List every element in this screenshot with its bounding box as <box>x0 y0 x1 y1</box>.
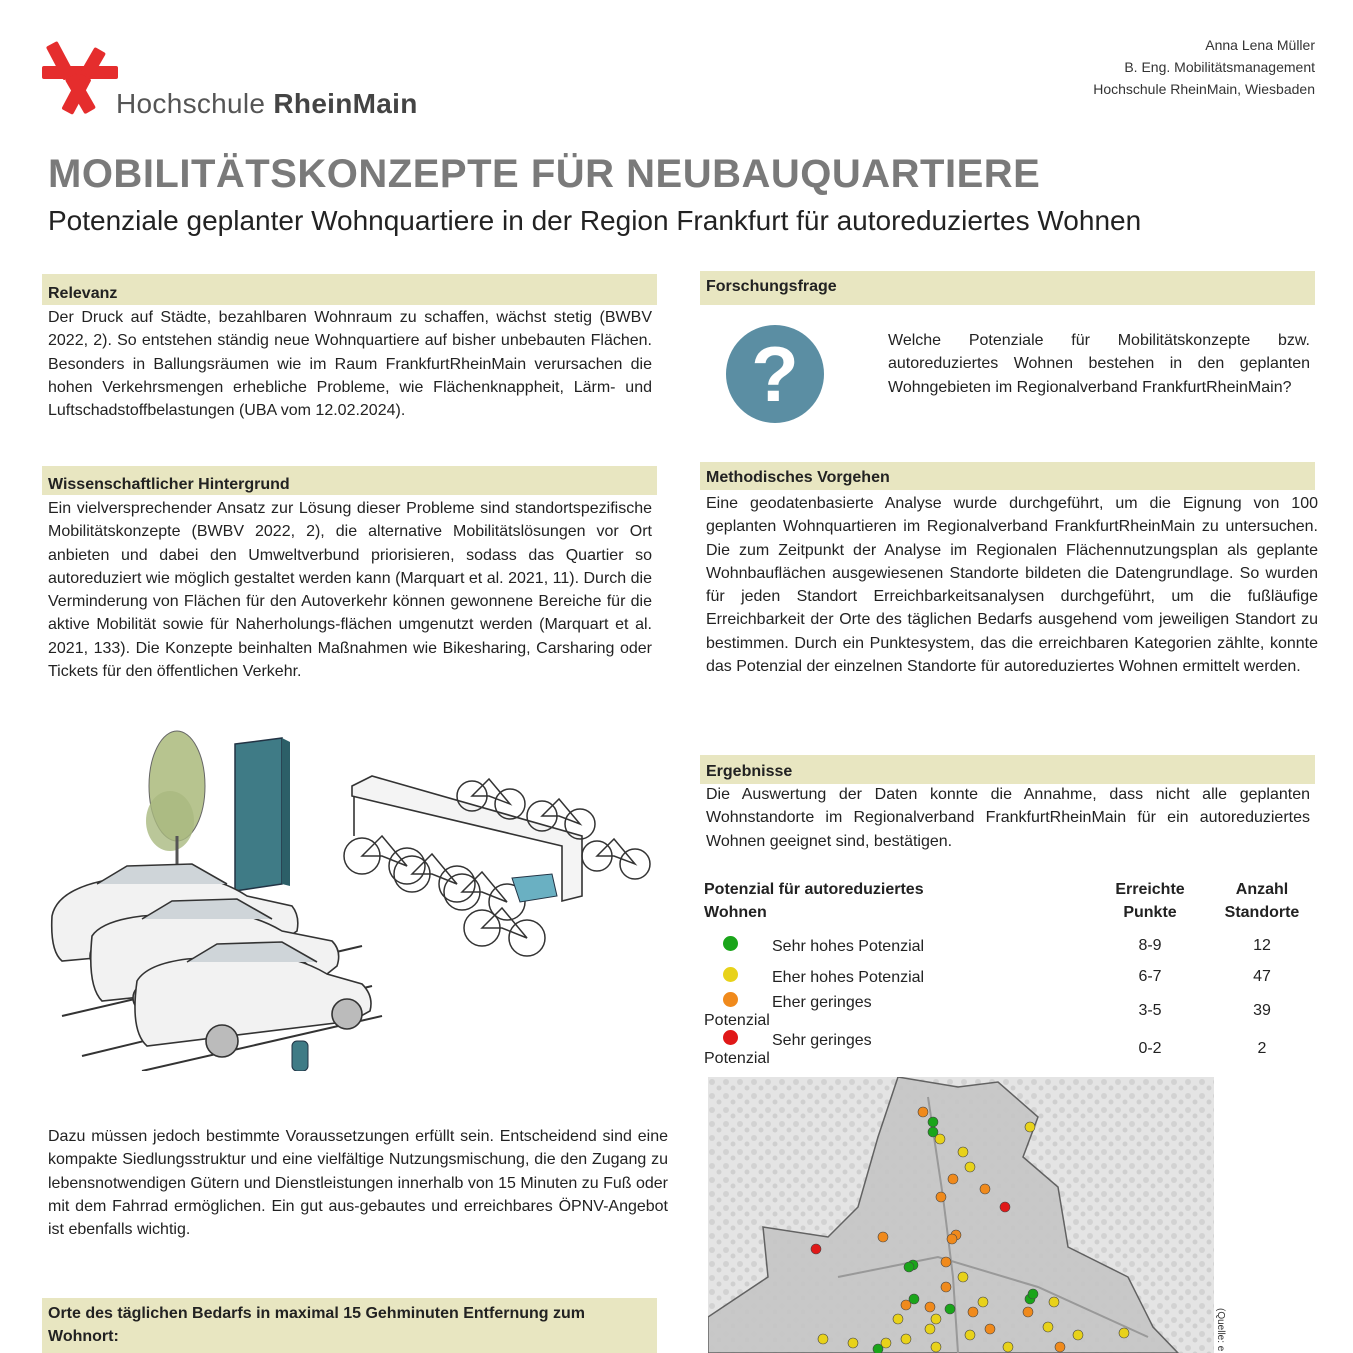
table-row: Eher hohes Potenzial 6-7 47 <box>704 961 1312 992</box>
map-location-dot <box>893 1314 903 1324</box>
map-location-dot <box>873 1344 883 1353</box>
map-location-dot <box>931 1342 941 1352</box>
col-header-anzahl: Anzahl Standorte <box>1224 881 1300 921</box>
map-location-dot <box>901 1300 911 1310</box>
map-location-dot <box>848 1338 858 1348</box>
map-location-dot <box>958 1147 968 1157</box>
logo-wordmark: Hochschule RheinMain <box>116 88 418 119</box>
map-location-dot <box>978 1297 988 1307</box>
map-location-dot <box>1049 1297 1059 1307</box>
map-location-dot <box>945 1304 955 1314</box>
table-row: Sehr hohes Potenzial 8-9 12 <box>704 930 1312 961</box>
relevanz-text: Der Druck auf Städte, bezahlbaren Wohnraum zu schaffen, wächst stetig (BWBV 2022, 2). So entstehen ständig neue Wohnquartiere auf bisher unbebauten Flächen. Besonders in Ballungsräumen wie im Raum FrankfurtRheinMain verursachen die hohen Verkehrsmengen erhebliche Probleme, wie Flächenknappheit, Lärm- und Luftschadstoffbelastungen (UBA vom 12.02.2024). <box>48 309 652 420</box>
map-location-dot <box>901 1334 911 1344</box>
author-school: Hochschule RheinMain, Wiesbaden <box>1093 81 1315 97</box>
map-location-dot <box>965 1162 975 1172</box>
author-name: Anna Lena Müller <box>1205 37 1315 53</box>
car-icon <box>52 864 371 1057</box>
section-heading-methodik: Methodisches Vorgehen <box>700 462 1315 490</box>
voraussetzungen-text: Dazu müssen jedoch bestimmte Voraussetzungen erfüllt sein. Entscheidend sind eine kompakte Siedlungsstruktur und eine vielfältige Nutzungsmischung, die den Zugang zu lebensnotwendigen Gütern und Dienstleistungen innerhalb von 15 Minuten zu Fuß oder mit dem Fahrrad ermöglichen. Ein gut aus-gebautes und erreichbares ÖPNV-Angebot ist ebenfalls wichtig. <box>48 1128 668 1239</box>
map-location-dot <box>985 1324 995 1334</box>
section-heading-forschungsfrage: Forschungsfrage <box>700 271 1315 305</box>
map-location-dot <box>918 1107 928 1117</box>
map-location-dot <box>1119 1328 1129 1338</box>
mobility-illustration <box>42 716 662 1071</box>
map-graphic <box>708 1077 1214 1353</box>
cargo-bike-box-icon <box>512 874 557 902</box>
map-source-label: (Quelle: e <box>1215 1308 1226 1352</box>
map-location-dot <box>811 1244 821 1254</box>
legend-dot-orange <box>723 992 738 1007</box>
map-location-dot <box>904 1262 914 1272</box>
map-location-dot <box>931 1314 941 1324</box>
map-location-dot <box>948 1174 958 1184</box>
section-heading-ergebnisse: Ergebnisse <box>700 755 1315 784</box>
table-row: Sehr geringes Potenzial 0-2 2 <box>704 1032 1267 1067</box>
author-block <box>1093 34 1315 100</box>
methodik-text: Eine geodatenbasierte Analyse wurde durchgeführt, um die Eignung von 100 geplanten Wohnquartieren im Regionalverband FrankfurtRheinMain zu untersuchen. Die zum Zeitpunkt der Analyse im Regionalen Flächennutzungsplan als geplante Wohnbauflächen ausgewiesenen Standorte bildeten die Datengrundlage. So wurden für jeden Standort Erreichbarkeitsanalysen durchgeführt, um die fußläufige Erreichbarkeit der Orte des täglichen Bedarfs ausgehend vom jeweiligen Standort zu bestimmen. Durch ein Punktesystem, das die erreichbaren Kategorien zählte, konnte das Potenzial der einzelnen Standorte für autoreduziertes Wohnen ermittelt werden. <box>706 495 1318 676</box>
map-location-dot <box>980 1184 990 1194</box>
section-heading-orte: Orte des täglichen Bedarfs in maximal 15 Gehminuten Entfernung zum Wohnort: <box>42 1298 657 1353</box>
info-pillar-icon <box>235 738 290 891</box>
ergebnisse-text: Die Auswertung der Daten konnte die Annahme, dass nicht alle geplanten Wohnstandorte im Regionalverband FrankfurtRheinMain für ein autoreduziertes Wohnen geeignet sind, bestätigen. <box>706 786 1310 850</box>
map-location-dot <box>928 1117 938 1127</box>
map-location-dot <box>878 1232 888 1242</box>
map-location-dot <box>947 1234 957 1244</box>
locations-map <box>708 1077 1214 1353</box>
forschungsfrage-text: Welche Potenziale für Mobilitätskonzepte bzw. autoreduziertes Wohnen bestehen in den geplanten Wohngebieten im Regionalverband FrankfurtRheinMain? <box>888 332 1310 396</box>
legend-dot-red <box>723 1030 738 1045</box>
bollard-icon <box>292 1041 308 1071</box>
map-location-dot <box>925 1324 935 1334</box>
hochschule-logo-icon <box>40 38 120 118</box>
map-location-dot <box>818 1334 828 1344</box>
map-location-dot <box>958 1272 968 1282</box>
map-location-dot <box>1043 1322 1053 1332</box>
map-location-dot <box>968 1307 978 1317</box>
map-location-dot <box>1003 1342 1013 1352</box>
section-heading-hintergrund: Wissenschaftlicher Hintergrund <box>42 466 657 495</box>
map-location-dot <box>935 1134 945 1144</box>
author-program: B. Eng. Mobilitätsmanagement <box>1124 59 1315 75</box>
question-mark-icon: ? <box>726 325 824 423</box>
legend-dot-yellow <box>723 967 738 982</box>
potential-table <box>704 878 1312 1068</box>
tree-icon <box>146 731 205 876</box>
col-header-punkte: Erreichte Punkte <box>1115 881 1185 921</box>
map-location-dot <box>936 1192 946 1202</box>
map-location-dot <box>1028 1289 1038 1299</box>
map-location-dot <box>941 1257 951 1267</box>
map-location-dot <box>965 1330 975 1340</box>
map-location-dot <box>925 1302 935 1312</box>
section-heading-relevanz: Relevanz <box>42 274 657 305</box>
legend-dot-green <box>723 936 738 951</box>
map-location-dot <box>1073 1330 1083 1340</box>
page-subtitle: Potenziale geplanter Wohnquartiere in der Region Frankfurt für autoreduziertes Wohnen <box>48 205 1142 236</box>
map-location-dot <box>1023 1307 1033 1317</box>
map-location-dot <box>1025 1122 1035 1132</box>
map-location-dot <box>941 1282 951 1292</box>
map-location-dot <box>1000 1202 1010 1212</box>
col-header-potenzial: Potenzial für autoreduziertes Wohnen <box>704 881 924 921</box>
hintergrund-text: Ein vielversprechender Ansatz zur Lösung dieser Probleme sind standortspezifische Mobilitätskonzepte (BWBV 2022, 2), die alternative Mobilitätslösungen vor Ort anbieten und dabei den Umweltverbund priorisieren, sodass das Quartier so autoreduziert wie möglich gestaltet werden kann (Marquart et al. 2021, 11). Durch die Verminderung von Flächen für den Autoverkehr können gewonnene Bereiche für die aktive Mobilität sowie für Naherholungs-flächen umgenutzt werden (Marquart et al. 2021, 133). Die Konzepte beinhalten Maßnahmen wie Bikesharing, Carsharing oder Tickets für den öffentlichen Verkehr. <box>48 500 652 681</box>
table-row: Eher geringes Potenzial 3-5 39 <box>704 994 1271 1029</box>
page-title: MOBILITÄTSKONZEPTE FÜR NEUBAUQUARTIERE <box>48 152 1041 196</box>
map-location-dot <box>1055 1342 1065 1352</box>
